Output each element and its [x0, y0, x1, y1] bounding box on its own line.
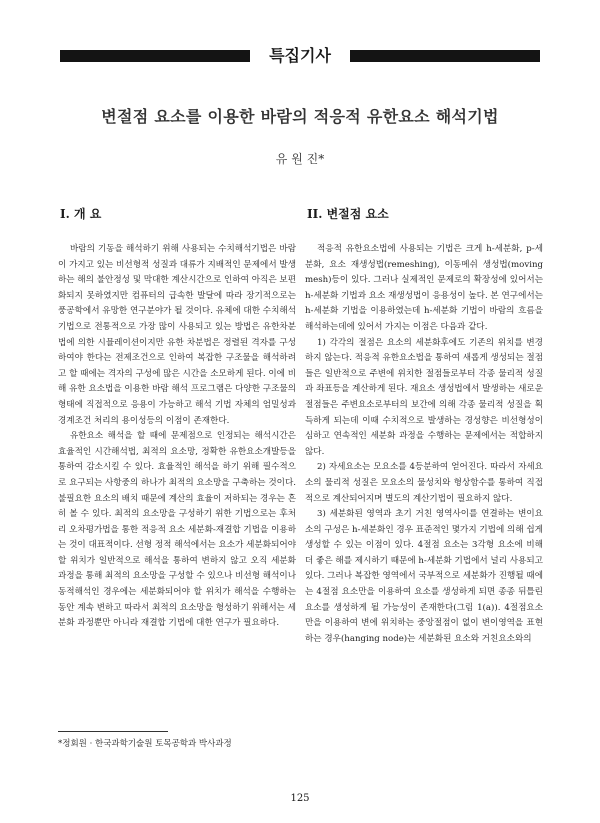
paragraph: 3) 세분화된 영역과 초기 거친 영역사이를 연결하는 변이요소의 구성은 h-세분화인 경우 표준적인 몇가지 기법에 의해 쉽게 생성할 수 있는 이점이 있다. 4절점 요소는 3각형 요소에 비해 더 좋은 해를 제시하기 때문에 h-세분화 기법에서 널리 사용되고 있다. 그러나 복잡한 영역에서 국부적으로 세분화가 진행될 때에는 4절점 요소만을 이용하여 요소를 생성하게 되면 종종 뒤틀린 요소를 생성하게 될 가능성이 존재한다(그림 1(a)). 4절점요소만을 이용하여 변에 위치하는 중앙절점이 없이 변이영역을 표현하는 경우(hanging node)는 세분화된 요소와 거친요소와의	[305, 509, 543, 644]
article-title: 변절점 요소를 이용한 바람의 적응적 유한요소 해석기법	[101, 107, 499, 126]
paragraph: 유한요소 해석을 할 때에 문제점으로 인정되는 해석시간은 효율적인 시간해석법, 최적의 요소망, 정확한 유한요소개발등을 통하여 감소시킬 수 있다. 효율적인 해석을 하기 위해 필수적으로 요구되는 사항중의 하나가 최적의 요소망을 구축하는 것이다. 불필요한 요소의 배치 때문에 계산의 효율이 저하되는 경우는 흔히 볼 수 있다. 최적의 요소망을 구성하기 위한 기법으로는 후처리 오차평가법을 통한 적응적 요소 세분화-재결합 기법을 이용하는 것이 대표적이다. 선형 정적 해석에서는 요소가 세분화되어야 할 위치가 일반적으로 해석을 통하여 변하지 않고 오직 세분화 과정을 통해 최적의 요소망을 구성할 수 있으나 비선형 해석이나 동적해석인 경우에는 세분화되어야 할 위치가 해석을 수행하는 동안 계속 변하고 따라서 최적의 요소망을 형성하기 위해서는 세분화 과정뿐만 아니라 재결합 기법에 대한 연구가 필요하다.	[58, 431, 296, 629]
banner-label: 특집기사	[250, 44, 350, 68]
paragraph: 적응적 유한요소법에 사용되는 기법은 크게 h-세분화, p-세분화, 요소 재생성법(remeshing), 이동메쉬 생성법(moving mesh)등이 있다. 그러나 실제적인 문제로의 확장성에 있어서는 h-세분화 기법과 요소 재생성법이 응용성이 높다. 본 연구에서는 h-세분화 기법을 이용하였는데 h-세분화 기법이 바람의 흐름을 해석하는데에 있어서 가지는 이점은 다음과 같다.	[305, 244, 543, 332]
author-footnote: *정회원 · 한국과학기술원 토목공학과 박사과정	[58, 739, 232, 749]
page-number: 125	[290, 793, 310, 804]
article-author: 유 원 진*	[275, 152, 325, 166]
right-column	[305, 205, 543, 647]
section-heading-variable-node: II. 변절점 요소	[307, 207, 389, 221]
paragraph: 1) 각각의 절점은 요소의 세분화후에도 기존의 위치를 변경하지 않는다. 적응적 유한요소법을 통하여 새롭게 생성되는 절점들은 일반적으로 주변에 위치한 절점들로부터 각종 물리적 성질과 좌표등을 계산하게 된다. 재요소 생성법에서 발생하는 새로운 절점들은 주변요소로부터의 보간에 의해 각종 물리적 성질을 획득하게 되는데 이때 수치적으로 발생하는 경성향은 비선형성이 심하고 연속적인 세분화 과정을 수행하는 문제에서는 적합하지 않다.	[305, 337, 543, 457]
section-banner	[60, 44, 540, 68]
left-column	[58, 205, 296, 632]
paragraph: 2) 자세요소는 모요소를 4등분하여 얻어진다. 따라서 자세요소의 물리적 성질은 모요소의 물성치와 형상함수를 통하여 직접적으로 계산되어지며 별도의 계산기법이 필요하지 않다.	[305, 462, 543, 504]
section-heading-overview: I. 개 요	[60, 207, 102, 221]
paragraph: 바람의 기동을 해석하기 위해 사용되는 수치해석기법은 바람이 가지고 있는 비선형적 성질과 대류가 지배적인 문제에서 발생하는 해의 불안정성 및 막대한 계산시간으로 인하여 아직은 보편화되지 못하였지만 컴퓨터의 급속한 발달에 따라 장기적으로는 풍공학에서 유망한 연구분야가 될 것이다. 유체에 대한 수치해석 기법으로 전통적으로 가장 많이 사용되고 있는 방법은 유한차분법에 의한 시뮬레이션이지만 유한 차분법은 정렬된 격자를 구성하여야 한다는 전제조건으로 인하여 복잡한 구조물을 해석하려고 할 때에는 격자의 구성에 많은 시간을 소모하게 된다. 이에 비해 유한 요소법을 이용한 바람 해석 프로그램은 다양한 구조물의 형태에 직접적으로 응용이 가능하고 해석 기법 자체의 엄밀성과 경계조건 처리의 용이성등의 이점이 존재한다.	[58, 244, 296, 426]
footnote-divider	[58, 731, 168, 732]
